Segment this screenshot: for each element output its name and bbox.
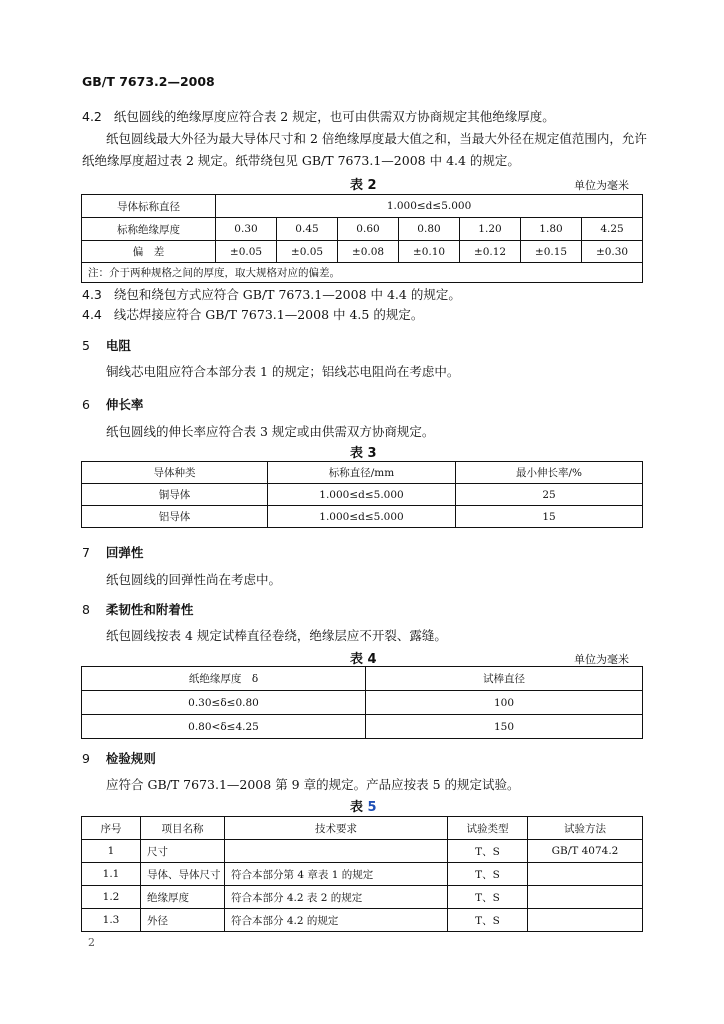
table3-cell: 15 [456,506,643,528]
clause-text: 线芯焊接应符合 GB/T 7673.1—2008 中 4.5 的规定。 [113,307,424,322]
table2-cell: 1.20 [460,218,521,241]
table2-cell: 4.25 [582,218,643,241]
table5-title-prefix: 表 [350,800,368,815]
table4-cell: 150 [366,715,643,739]
clause-number: 4.4 [82,307,102,322]
section-9-text: 应符合 GB/T 7673.1—2008 第 9 章的规定。产品应按表 5 的规定试验。 [106,777,520,792]
section-title: 电阻 [105,338,131,353]
table4-cell: 100 [366,691,643,715]
table5-cell: 1 [82,840,141,863]
table5-cell: T、S [448,909,528,932]
clause-number: 4.2 [82,109,102,124]
table5-title [350,796,377,815]
section-number: 8 [82,602,90,617]
section-5-heading [82,336,131,354]
section-7-text: 纸包圆线的回弹性尚在考虑中。 [106,572,282,587]
table5-header: 项目名称 [141,817,225,840]
table2-cell: ±0.30 [582,241,643,263]
section-number: 5 [82,338,90,353]
table5-cell: 符合本部分第 4 章表 1 的规定 [225,863,448,886]
section-number: 6 [82,397,90,412]
table5-cell: 1.3 [82,909,141,932]
table5-cell: 外径 [141,909,225,932]
table2-cell: 0.45 [277,218,338,241]
table5-cell [528,909,643,932]
table5-cell [225,840,448,863]
table4-unit: 单位为毫米 [574,653,629,666]
table3-cell: 25 [456,484,643,506]
table5-header: 序号 [82,817,141,840]
clause-text: 纸包圆线的绝缘厚度应符合表 2 规定，也可由供需双方协商规定其他绝缘厚度。 [113,109,555,124]
table5-title-number: 5 [367,800,377,815]
table2-cell: ±0.05 [216,241,277,263]
table2-cell: 1.000≤d≤5.000 [216,195,643,218]
table4-cell: 0.30≤δ≤0.80 [82,691,366,715]
section-title: 回弹性 [105,545,144,560]
clause-number: 4.3 [82,287,102,302]
table2-row-label: 标称绝缘厚度 [82,218,216,241]
table2-row-label: 偏 差 [82,241,216,263]
section-6-text: 纸包圆线的伸长率应符合表 3 规定或由供需双方协商规定。 [106,424,435,439]
table2-cell: 0.30 [216,218,277,241]
table5-cell: 符合本部分 4.2 表 2 的规定 [225,886,448,909]
table5-cell: 符合本部分 4.2 的规定 [225,909,448,932]
table2-title: 表 2 [350,178,377,193]
table3-cell: 1.000≤d≤5.000 [268,484,456,506]
section-title: 伸长率 [105,397,144,412]
table3-cell: 铝导体 [82,506,268,528]
clause-text: 绕包和绕包方式应符合 GB/T 7673.1—2008 中 4.4 的规定。 [113,287,461,302]
table5-cell: 尺寸 [141,840,225,863]
table4-header: 纸绝缘厚度 δ [82,667,366,691]
table2-row-label: 导体标称直径 [82,195,216,218]
section-5-text: 铜线芯电阻应符合本部分表 1 的规定；铝线芯电阻尚在考虑中。 [106,364,460,379]
section-7-heading [82,543,143,561]
table5-cell: T、S [448,840,528,863]
table5-cell: 1.1 [82,863,141,886]
section-8-text: 纸包圆线按表 4 规定试棒直径卷绕，绝缘层应不开裂、露缝。 [106,628,447,643]
table5-cell: 绝缘厚度 [141,886,225,909]
clause-4-2-line1 [82,106,555,128]
table4-title: 表 4 [350,652,377,667]
table3-title: 表 3 [350,446,377,461]
table5-cell: GB/T 4074.2 [528,840,643,863]
section-title: 柔韧性和附着性 [105,602,194,617]
table3-header: 标称直径/mm [268,462,456,484]
table2 [81,194,643,283]
table2-cell: 1.80 [521,218,582,241]
section-number: 7 [82,545,90,560]
table3-header: 导体种类 [82,462,268,484]
section-6-heading [82,395,143,413]
table5-header: 试验类型 [448,817,528,840]
clause-4-2-line2: 纸包圆线最大外径为最大导体尺寸和 2 倍绝缘厚度最大值之和，当最大外径在规定值范围内，允许 [106,131,647,146]
table4-cell: 0.80<δ≤4.25 [82,715,366,739]
section-9-heading [82,749,156,767]
table2-note: 注：介于两种规格之间的厚度，取大规格对应的偏差。 [82,263,643,283]
table2-cell: ±0.10 [399,241,460,263]
table5-cell [528,886,643,909]
page-number: 2 [88,936,95,949]
table2-cell: ±0.08 [338,241,399,263]
table5-cell [528,863,643,886]
table2-cell: 0.80 [399,218,460,241]
table5-header: 试验方法 [528,817,643,840]
table4-header: 试棒直径 [366,667,643,691]
table5 [81,816,643,932]
table5-cell: T、S [448,863,528,886]
table2-cell: ±0.12 [460,241,521,263]
section-8-heading [82,600,193,618]
table4 [81,666,643,739]
table3-cell: 铜导体 [82,484,268,506]
table5-header: 技术要求 [225,817,448,840]
table5-cell: 导体、导体尺寸 [141,863,225,886]
standard-header: GB/T 7673.2—2008 [82,74,215,89]
clause-4-3 [82,284,461,306]
table3-header: 最小伸长率/% [456,462,643,484]
table5-cell: T、S [448,886,528,909]
table2-cell: ±0.15 [521,241,582,263]
table5-cell: 1.2 [82,886,141,909]
table3 [81,461,643,528]
clause-4-2-line3: 纸绝缘厚度超过表 2 规定。纸带绕包见 GB/T 7673.1—2008 中 4.4 的规定。 [82,153,520,168]
section-title: 检验规则 [105,751,156,766]
table2-cell: 0.60 [338,218,399,241]
section-number: 9 [82,751,90,766]
table2-unit: 单位为毫米 [574,179,629,192]
table3-cell: 1.000≤d≤5.000 [268,506,456,528]
clause-4-4 [82,304,423,326]
table2-cell: ±0.05 [277,241,338,263]
